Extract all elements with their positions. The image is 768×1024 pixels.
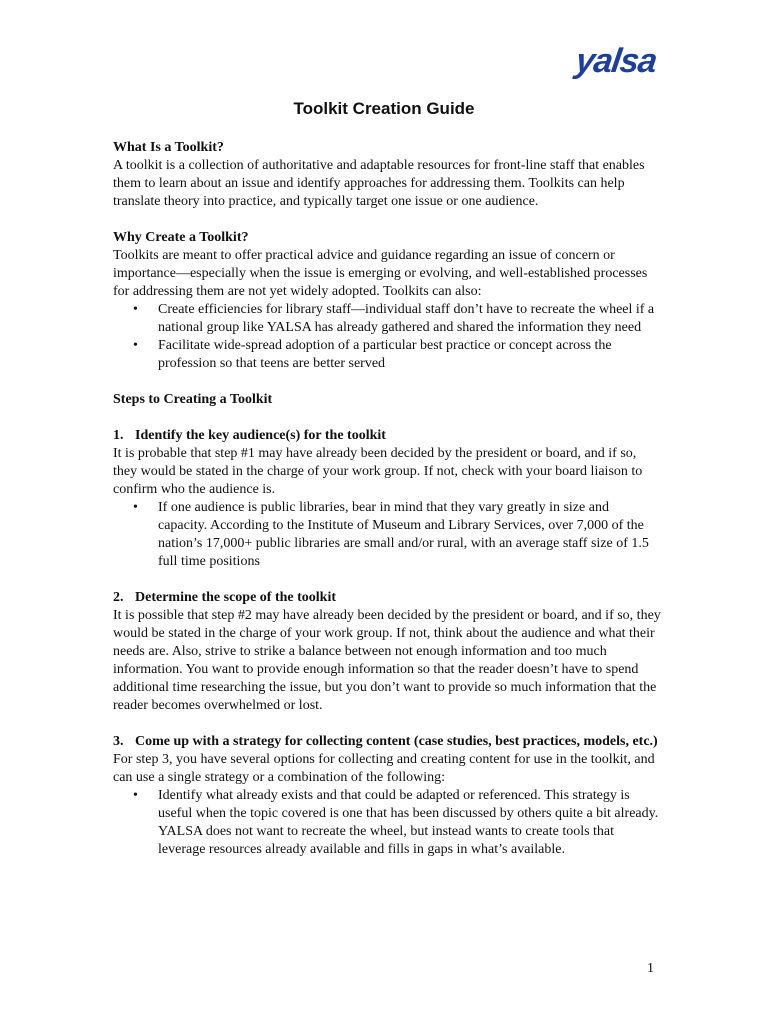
list-item-text: Create efficiencies for library staff—individual staff don’t have to recreate the wheel if a national group like YALSA has already gathered and shared the information they need bbox=[158, 302, 655, 335]
step1-heading-text: Identify the key audience(s) for the toolkit bbox=[135, 428, 386, 443]
list-item bbox=[113, 499, 661, 571]
step2-number: 2. bbox=[113, 590, 124, 605]
step1-heading bbox=[113, 427, 661, 445]
list-item bbox=[113, 337, 661, 373]
why-bullet-list bbox=[113, 301, 661, 373]
step2-heading bbox=[113, 589, 661, 607]
step2-paragraph: It is possible that step #2 may have already been decided by the president or board, and if so, they would be stated in the charge of your work group. If not, think about the audience and what their needs are. Also, strive to strike a balance between not enough information and too much information. You want to provide enough information so that the reader doesn’t have to spend additional time researching the issue, but you don’t want to provide so much information that the reader becomes overwhelmed or lost. bbox=[113, 608, 661, 713]
step2-heading-text: Determine the scope of the toolkit bbox=[135, 590, 337, 605]
steps-heading: Steps to Creating a Toolkit bbox=[113, 392, 273, 407]
step3-heading-text: Come up with a strategy for collecting content (case studies, best practices, models, etc.) bbox=[135, 734, 658, 749]
what-heading: What Is a Toolkit? bbox=[113, 140, 224, 155]
list-item-text: Facilitate wide-spread adoption of a particular best practice or concept across the profession so that teens are better served bbox=[158, 338, 612, 371]
step1-number: 1. bbox=[113, 428, 124, 443]
yalsa-logo: yalsa bbox=[573, 42, 659, 80]
step3-paragraph: For step 3, you have several options for collecting and creating content for use in the toolkit, and can use a single strategy or a combination of the following: bbox=[113, 752, 655, 785]
list-item-text: Identify what already exists and that could be adapted or referenced. This strategy is useful when the topic covered is one that has been discussed by others quite a bit already. YALSA does not want to recreate the wheel, but instead wants to create tools that leverage resources already available and fills in gaps in what’s available. bbox=[158, 788, 659, 857]
step3-number: 3. bbox=[113, 734, 124, 749]
why-paragraph: Toolkits are meant to offer practical advice and guidance regarding an issue of concern or importance—especially when the issue is emerging or evolving, and well-established processes for addressing them are not yet widely adopted. Toolkits can also: bbox=[113, 248, 648, 299]
list-item bbox=[113, 787, 661, 859]
bullet-icon: • bbox=[133, 788, 138, 803]
page-title: Toolkit Creation Guide bbox=[293, 99, 475, 118]
document-body bbox=[113, 139, 661, 859]
bullet-icon: • bbox=[133, 500, 138, 515]
bullet-icon: • bbox=[133, 338, 138, 353]
step3-heading bbox=[113, 733, 661, 751]
list-item bbox=[113, 301, 661, 337]
what-paragraph: A toolkit is a collection of authoritative and adaptable resources for front-line staff that enables them to learn about an issue and identify approaches for addressing them. Toolkits can help translate theory into practice, and typically target one issue or one audience. bbox=[113, 158, 645, 209]
step1-bullet-list bbox=[113, 499, 661, 571]
step3-bullet-list bbox=[113, 787, 661, 859]
step1-paragraph: It is probable that step #1 may have already been decided by the president or board, and if so, they would be stated in the charge of your work group. If not, check with your board liaison to confirm who the audience is. bbox=[113, 446, 643, 497]
list-item-text: If one audience is public libraries, bear in mind that they vary greatly in size and capacity. According to the Institute of Museum and Library Services, over 7,000 of the nation’s 17,000+ public libraries are small and/or rural, with an average staff size of 1.5 full time positions bbox=[158, 500, 649, 569]
bullet-icon: • bbox=[133, 302, 138, 317]
why-heading: Why Create a Toolkit? bbox=[113, 230, 249, 245]
page-number: 1 bbox=[647, 961, 654, 976]
